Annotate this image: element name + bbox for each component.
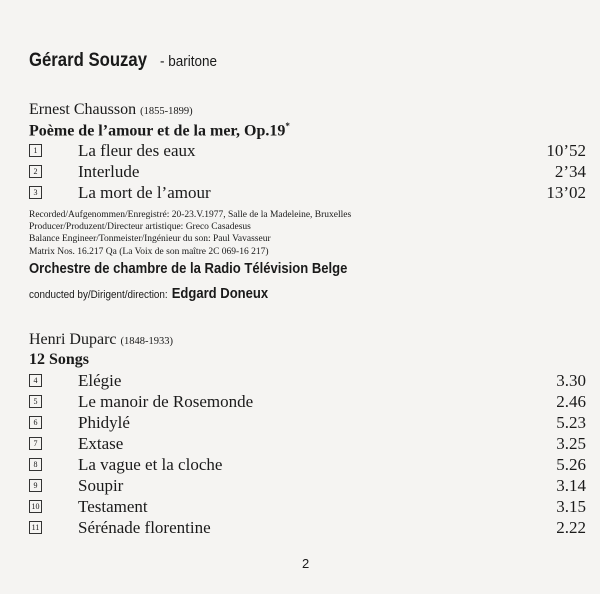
track-number-box: 4 bbox=[29, 374, 42, 387]
work-title-poeme bbox=[29, 121, 290, 140]
track-row bbox=[29, 413, 586, 433]
track-duration: 5.23 bbox=[556, 413, 586, 432]
composer-dates: (1848-1933) bbox=[120, 336, 174, 347]
track-number-box: 1 bbox=[29, 144, 42, 157]
track-title: Phidylé bbox=[78, 413, 130, 432]
track-duration: 10’52 bbox=[546, 141, 586, 160]
track-duration: 2.22 bbox=[556, 518, 586, 537]
track-number-box: 5 bbox=[29, 395, 42, 408]
track-duration: 2’34 bbox=[554, 162, 586, 181]
orchestra-name: Orchestre de chambre de la Radio Télévision Belge bbox=[29, 261, 348, 277]
track-number-box: 9 bbox=[29, 479, 42, 492]
track-duration: 3.30 bbox=[556, 371, 586, 390]
track-duration: 3.25 bbox=[556, 434, 586, 453]
composer-name: Henri Duparc bbox=[29, 331, 117, 348]
composer-duparc bbox=[29, 331, 173, 349]
credit-producer: Producer/Produzent/Directeur artistique: Greco Casadesus bbox=[29, 222, 251, 233]
track-number-box: 2 bbox=[29, 165, 42, 178]
track-row bbox=[29, 518, 586, 538]
track-number-box: 8 bbox=[29, 458, 42, 471]
track-duration: 13’02 bbox=[546, 183, 586, 202]
composer-dates: (1855-1899) bbox=[140, 106, 193, 117]
credit-recorded: Recorded/Aufgenommen/Enregistré: 20-23.V.1977, Salle de la Madeleine, Bruxelles bbox=[29, 210, 352, 220]
track-number-box: 11 bbox=[29, 521, 42, 534]
track-row bbox=[29, 392, 586, 412]
credit-engineer: Balance Engineer/Tonmeister/Ingénieur du son: Paul Vavasseur bbox=[29, 234, 271, 245]
track-row bbox=[29, 434, 586, 454]
track-title: La mort de l’amour bbox=[78, 183, 211, 202]
work-title: Poème de l’amour et de la mer, Op.19 bbox=[29, 122, 286, 140]
track-duration: 3.15 bbox=[556, 497, 586, 516]
track-row bbox=[29, 141, 586, 161]
page-number: 2 bbox=[302, 556, 310, 571]
track-row bbox=[29, 497, 586, 517]
conductor-name: Edgard Doneux bbox=[171, 286, 269, 302]
track-duration: 2.46 bbox=[556, 392, 586, 411]
performer-role: - baritone bbox=[159, 53, 217, 70]
composer-name: Ernest Chausson bbox=[29, 101, 137, 118]
composer-chausson bbox=[29, 101, 193, 119]
track-number-box: 7 bbox=[29, 437, 42, 450]
conductor-line bbox=[29, 285, 268, 303]
track-row bbox=[29, 476, 586, 496]
track-row bbox=[29, 183, 586, 203]
track-title: Testament bbox=[78, 497, 148, 516]
track-row bbox=[29, 162, 586, 182]
track-title: Sérénade florentine bbox=[78, 518, 211, 537]
track-title: Elégie bbox=[78, 371, 122, 390]
performer-name: Gérard Souzay bbox=[29, 50, 148, 71]
track-row bbox=[29, 455, 586, 475]
work-footnote-mark: * bbox=[285, 121, 290, 131]
track-duration: 3.14 bbox=[556, 476, 586, 495]
performer-heading bbox=[29, 50, 223, 72]
track-duration: 5.26 bbox=[556, 455, 586, 474]
track-title: Soupir bbox=[78, 476, 124, 495]
credit-matrix: Matrix Nos. 16.217 Qa (La Voix de son maître 2C 069-16 217) bbox=[29, 246, 269, 257]
track-title: Extase bbox=[78, 434, 124, 453]
track-title: La fleur des eaux bbox=[78, 141, 196, 160]
track-number-box: 3 bbox=[29, 186, 42, 199]
track-title: La vague et la cloche bbox=[78, 455, 223, 474]
recording-credits bbox=[29, 209, 351, 258]
conductor-label: conducted by/Dirigent/direction: bbox=[29, 289, 168, 301]
track-number-box: 10 bbox=[29, 500, 42, 513]
track-row bbox=[29, 371, 586, 391]
work-title-songs: 12 Songs bbox=[29, 351, 90, 368]
track-number-box: 6 bbox=[29, 416, 42, 429]
track-title: Le manoir de Rosemonde bbox=[78, 392, 254, 411]
track-title: Interlude bbox=[78, 162, 140, 181]
